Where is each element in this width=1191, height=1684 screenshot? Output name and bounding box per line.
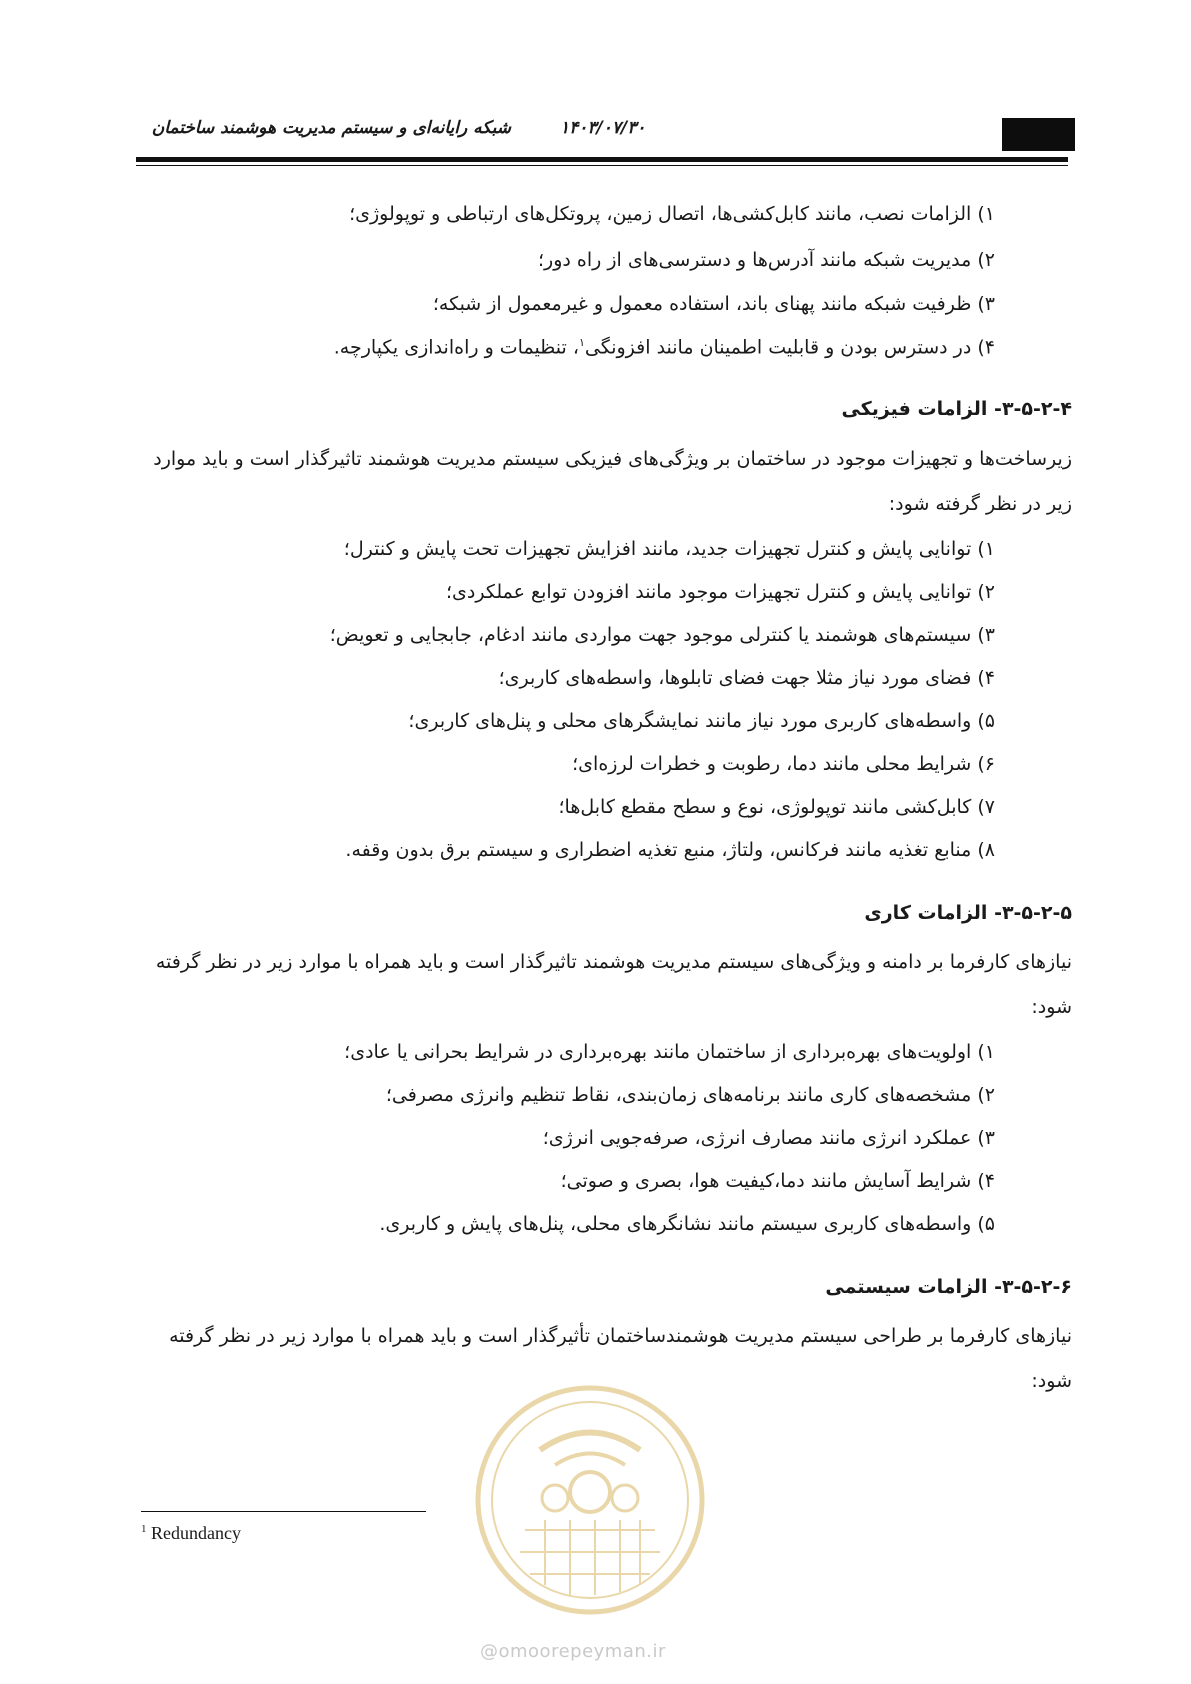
list-item: ۴) فضای مورد نیاز مثلا جهت فضای تابلوها، واسطه‌های کاربری؛ [498,667,995,689]
footnote-rule [141,1511,426,1512]
footnote [141,1523,241,1544]
section-heading: ۳-۵-۲-۵- الزامات کاری [864,902,1072,924]
list-item: ۵) واسطه‌های کاربری مورد نیاز مانند نمایشگرهای محلی و پنل‌های کاربری؛ [408,710,995,732]
list-item: ۲) مدیریت شبکه مانند آدرس‌ها و دسترسی‌های از راه دور؛ [538,249,995,271]
list-item: ۸) منابع تغذیه مانند فرکانس، ولتاژ، منبع تغذیه اضطراری و سیستم برق بدون وقفه. [345,839,995,861]
header-black-box [1002,118,1075,151]
paragraph-line: شود: [1031,996,1072,1018]
list-item: ۴) شرایط آسایش مانند دما،کیفیت هوا، بصری و صوتی؛ [560,1170,995,1192]
section-heading: ۳-۵-۲-۴- الزامات فیزیکی [841,398,1072,420]
list-item: ۶) شرایط محلی مانند دما، رطوبت و خطرات لرزه‌ای؛ [572,753,995,775]
header-rule-thin [136,165,1068,166]
list-item: ۵) واسطه‌های کاربری سیستم مانند نشانگرهای محلی، پنل‌های پایش و کاربری. [379,1213,995,1235]
paragraph-line: شود: [1031,1370,1072,1392]
footnote-ref: ۱ [578,336,585,349]
paragraph-line: زیر در نظر گرفته شود: [888,493,1072,515]
header-rule-thick [136,157,1068,162]
section-heading: ۳-۵-۲-۶- الزامات سیستمی [825,1276,1072,1298]
list-item: ۳) ظرفیت شبکه مانند پهنای باند، استفاده معمول و غیرمعمول از شبکه؛ [432,293,995,315]
list-item: ۱) الزامات نصب، مانند کابل‌کشی‌ها، اتصال زمین، پروتکل‌های ارتباطی و توپولوژی؛ [349,203,995,225]
footnote-text: Redundancy [151,1523,241,1543]
list-item: ۷) کابل‌کشی مانند توپولوژی، نوع و سطح مقطع کابل‌ها؛ [558,796,995,818]
list-item: ۲) مشخصه‌های کاری مانند برنامه‌های زمان‌بندی، نقاط تنظیم وانرژی مصرفی؛ [385,1084,995,1106]
watermark-seal-icon [470,1380,710,1620]
paragraph-line: نیازهای کارفرما بر دامنه و ویژگی‌های سیستم مدیریت هوشمند تاثیرگذار است و باید همراه با موارد زیر در نظر گرفته [155,951,1072,973]
list-item: ۱) اولویت‌های بهره‌برداری از ساختمان مانند بهره‌برداری در شرایط بحرانی یا عادی؛ [344,1041,995,1063]
watermark-text: @omoorepeyman.ir [480,1641,666,1662]
paragraph-line: زیرساخت‌ها و تجهیزات موجود در ساختمان بر ویژگی‌های فیزیکی سیستم مدیریت هوشمند تاثیرگذار است و باید موارد [153,448,1072,470]
list-item-text: ۴) در دسترس بودن و قابلیت اطمینان مانند افزونگی [584,336,995,359]
list-item: ۲) توانایی پایش و کنترل تجهیزات موجود مانند افزودن توابع عملکردی؛ [445,581,995,603]
list-item: ۳) سیستم‌های هوشمند یا کنترلی موجود جهت مواردی مانند ادغام، جابجایی و تعویض؛ [329,624,995,646]
list-item-text: ، تنظیمات و راه‌اندازی یکپارچه. [333,336,579,359]
list-item: ۳) عملکرد انرژی مانند مصارف انرژی، صرفه‌جویی انرژی؛ [542,1127,995,1149]
header-date: ۱۴۰۳/۰۷/۳۰ [560,118,646,138]
list-item: ۱) توانایی پایش و کنترل تجهیزات جدید، مانند افزایش تجهیزات تحت پایش و کنترل؛ [343,538,995,560]
footnote-number: 1 [141,1523,147,1535]
header-title: شبکه رایانه‌ای و سیستم مدیریت هوشمند ساختمان [151,118,511,138]
paragraph-line: نیازهای کارفرما بر طراحی سیستم مدیریت هوشمندساختمان تأثیرگذار است و باید همراه با موارد زیر در نظر گرفته [169,1325,1072,1347]
list-item [334,336,995,358]
